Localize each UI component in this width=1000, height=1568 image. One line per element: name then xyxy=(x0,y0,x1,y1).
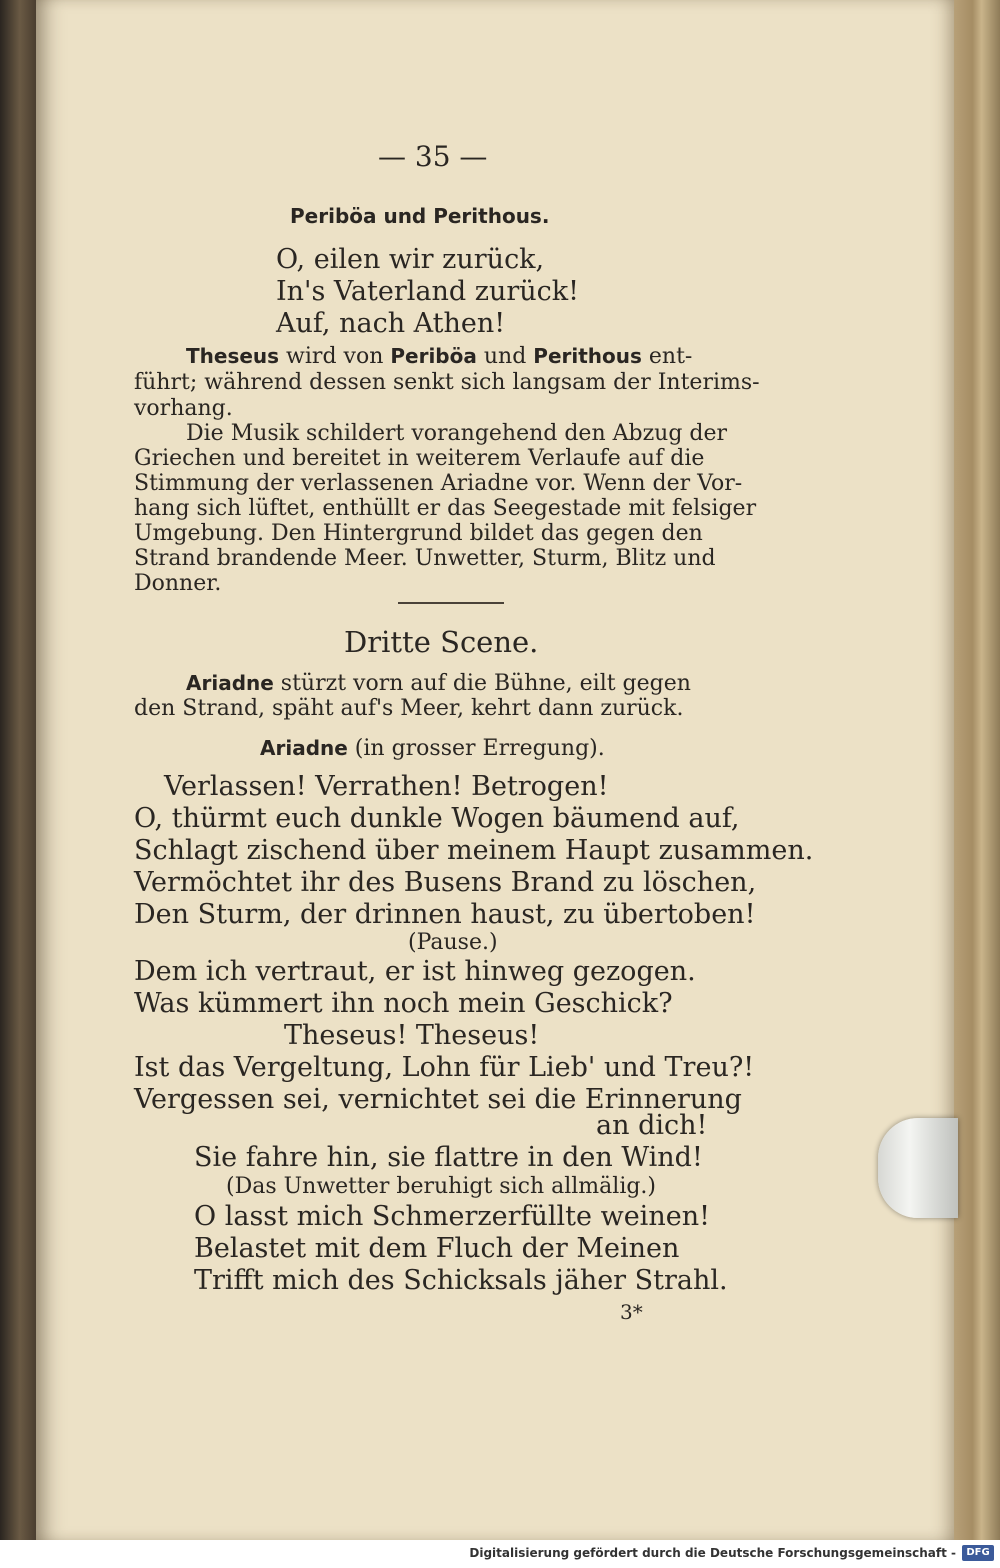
book-right-edge xyxy=(954,0,1000,1540)
character-name: Ariadne xyxy=(186,671,274,695)
verse-line: Ist das Vergeltung, Lohn für Lieb' und Treu?! xyxy=(134,1052,755,1083)
stage-direction-line: Die Musik schildert vorangehend den Abzug der xyxy=(186,421,728,446)
verse-line: Vergessen sei, vernichtet sei die Erinnerung xyxy=(134,1084,742,1115)
section-divider xyxy=(398,602,504,604)
dfg-logo: DFG xyxy=(962,1545,994,1561)
stage-direction-line: Stimmung der verlassenen Ariadne vor. Wenn der Vor- xyxy=(134,471,743,496)
verse-line: Trifft mich des Schicksals jäher Strahl. xyxy=(194,1265,728,1296)
footer-bar xyxy=(0,1540,1000,1568)
stage-direction: (in grosser Erregung). xyxy=(347,736,605,761)
speaker-heading xyxy=(260,738,605,760)
stage-direction-line xyxy=(186,346,692,368)
verse-line: Belastet mit dem Fluch der Meinen xyxy=(194,1233,680,1264)
page-clip xyxy=(878,1118,958,1218)
verse-line: Vermöchtet ihr des Busens Brand zu löschen, xyxy=(134,867,757,898)
character-name: Theseus xyxy=(186,344,280,368)
stage-direction: (Das Unwetter beruhigt sich allmälig.) xyxy=(226,1174,657,1199)
stage-direction-line: Strand brandende Meer. Unwetter, Sturm, Blitz und xyxy=(134,546,716,571)
text-span: und xyxy=(476,344,534,369)
verse-line: Den Sturm, der drinnen haust, zu übertoben! xyxy=(134,899,756,930)
character-name: Perithous xyxy=(533,344,642,368)
stage-direction-line: den Strand, späht auf's Meer, kehrt dann zurück. xyxy=(134,696,684,721)
character-name: Ariadne xyxy=(260,736,348,760)
stage-direction-line: hang sich lüftet, enthüllt er das Seegestade mit felsiger xyxy=(134,496,757,521)
stage-direction-line: führt; während dessen senkt sich langsam der Interims- xyxy=(134,370,760,395)
speaker-heading: Periböa und Perithous. xyxy=(290,204,550,228)
verse-line: Sie fahre hin, sie flattre in den Wind! xyxy=(194,1142,703,1173)
scene-title: Dritte Scene. xyxy=(344,625,539,659)
verse-line: Dem ich vertraut, er ist hinweg gezogen. xyxy=(134,956,696,987)
verse-line: Theseus! Theseus! xyxy=(284,1020,540,1051)
printer-signature: 3* xyxy=(620,1300,643,1324)
verse-line: O lasst mich Schmerzerfüllte weinen! xyxy=(194,1201,710,1232)
verse-line: Auf, nach Athen! xyxy=(276,308,506,339)
text-span: stürzt vorn auf die Bühne, eilt gegen xyxy=(273,671,691,696)
text-span: ent- xyxy=(641,344,693,369)
stage-direction-line xyxy=(186,673,691,695)
footer-credit: Digitalisierung gefördert durch die Deutsche Forschungsgemeinschaft - xyxy=(469,1546,956,1560)
book-left-edge xyxy=(0,0,36,1540)
verse-line: O, eilen wir zurück, xyxy=(276,244,545,275)
verse-line: Was kümmert ihn noch mein Geschick? xyxy=(134,988,673,1019)
verse-line: Schlagt zischend über meinem Haupt zusammen. xyxy=(134,835,814,866)
page-number: — 35 — xyxy=(378,140,488,173)
stage-direction-line: Umgebung. Den Hintergrund bildet das gegen den xyxy=(134,521,703,546)
stage-direction-line: Donner. xyxy=(134,571,222,596)
verse-line: In's Vaterland zurück! xyxy=(276,276,579,307)
text-span: wird von xyxy=(279,344,391,369)
stage-direction-line: Griechen und bereitet in weiterem Verlaufe auf die xyxy=(134,446,705,471)
book-page xyxy=(36,0,954,1540)
verse-line: an dich! xyxy=(596,1110,708,1141)
verse-line: O, thürmt euch dunkle Wogen bäumend auf, xyxy=(134,803,740,834)
stage-direction-line: vorhang. xyxy=(134,396,233,421)
verse-line: Verlassen! Verrathen! Betrogen! xyxy=(164,771,609,802)
stage-direction: (Pause.) xyxy=(408,930,498,955)
character-name: Periböa xyxy=(390,344,477,368)
